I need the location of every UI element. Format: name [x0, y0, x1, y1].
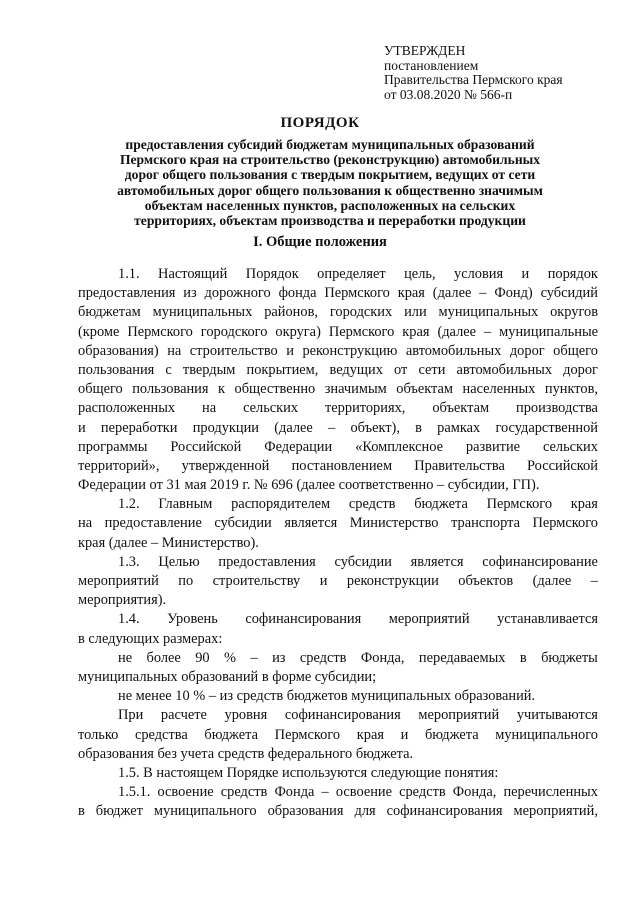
- subtitle-line: дорог общего пользования с твердым покрытием, ведущих от сети: [124, 167, 536, 183]
- paragraph-line: (кроме Пермского городского округа) Пермского края (далее – муниципальные: [78, 323, 598, 340]
- paragraph-line: расположенных на сельских территориях, объектам производства: [78, 400, 598, 417]
- paragraph-line: 1.3. Целью предоставления субсидии является софинансирование: [118, 553, 598, 570]
- paragraph-line: на предоставление субсидии является Министерство транспорта Пермского: [78, 515, 598, 532]
- paragraph-line: 1.5.1. освоение средств Фонда – освоение средств Фонда, перечисленных: [118, 784, 598, 801]
- paragraph-line: 1.2. Главным распорядителем средств бюджета Пермского края: [118, 496, 598, 513]
- paragraph-line: в следующих размерах:: [78, 630, 223, 647]
- paragraph-line: края (далее – Министерство).: [78, 534, 259, 551]
- paragraph-line: и переработки продукции (далее – объект), в рамках государственной: [78, 419, 598, 436]
- subtitle-line: предоставления субсидий бюджетам муниципальных образований: [125, 137, 535, 152]
- approval-line-1: УТВЕРЖДЕН: [384, 43, 466, 58]
- paragraph-line: муниципальных образований в форме субсидии;: [78, 668, 377, 685]
- paragraph-line: 1.5. В настоящем Порядке используются следующие понятия:: [118, 764, 499, 781]
- paragraph-line: не более 90 % – из средств Фонда, передаваемых в бюджеты: [118, 649, 598, 666]
- paragraph-line: в бюджет муниципального образования для софинансирования мероприятий,: [78, 803, 598, 820]
- paragraph-line: только средства бюджета Пермского края и бюджета муниципального: [78, 726, 598, 743]
- paragraph-line: территорий», утвержденной постановлением Правительства Российской: [78, 457, 598, 474]
- approval-line-4: от 03.08.2020 № 566-п: [384, 86, 513, 102]
- paragraph-line: Федерации от 31 мая 2019 г. № 696 (далее соответственно – субсидии, ГП).: [78, 477, 540, 494]
- paragraph-line: мероприятий по строительству и реконструкции объектов (далее –: [78, 573, 598, 589]
- paragraph-line: 1.4. Уровень софинансирования мероприятий устанавливается: [118, 611, 598, 628]
- subtitle-line: территориях, объектам производства и переработки продукции: [134, 213, 526, 229]
- paragraph-line: не менее 10 % – из средств бюджетов муниципальных образований.: [118, 688, 536, 705]
- subtitle-line: Пермского края на строительство (реконструкцию) автомобильных: [119, 152, 541, 168]
- paragraph-line: пользования с твердым покрытием, ведущих от сети автомобильных дорог: [78, 361, 598, 378]
- paragraph-line: образования без учета средств федерального бюджета.: [78, 745, 414, 762]
- subtitle-line: автомобильных дорог общего пользования к общественно значимым: [117, 182, 543, 198]
- section-heading: I. Общие положения: [253, 234, 387, 250]
- paragraph-line: При расчете уровня софинансирования мероприятий учитываются: [118, 707, 598, 724]
- document-body: [78, 265, 598, 821]
- approval-line-3: Правительства Пермского края: [384, 72, 563, 88]
- approval-line-2: постановлением: [384, 57, 479, 73]
- paragraph-line: образования) на строительство и реконструкцию автомобильных дорог общего: [78, 342, 598, 359]
- approval-stamp: [384, 44, 624, 102]
- paragraph-line: мероприятия).: [78, 592, 167, 609]
- paragraph-line: общего пользования к общественно значимым объектам населенных пунктов,: [78, 381, 598, 398]
- document-subtitle: [90, 137, 570, 228]
- paragraph-line: предоставления из дорожного фонда Пермского края (далее – Фонд) субсидий: [78, 285, 598, 302]
- subtitle-line: объектам населенных пунктов, расположенных на сельских: [144, 197, 516, 213]
- paragraph-line: программы Российской Федерации «Комплексное развитие сельских: [78, 438, 598, 455]
- document-title: ПОРЯДОК: [280, 115, 360, 131]
- paragraph-line: бюджетам муниципальных районов, городских или муниципальных округов: [78, 304, 598, 321]
- paragraph-line: 1.1. Настоящий Порядок определяет цель, условия и порядок: [118, 266, 598, 282]
